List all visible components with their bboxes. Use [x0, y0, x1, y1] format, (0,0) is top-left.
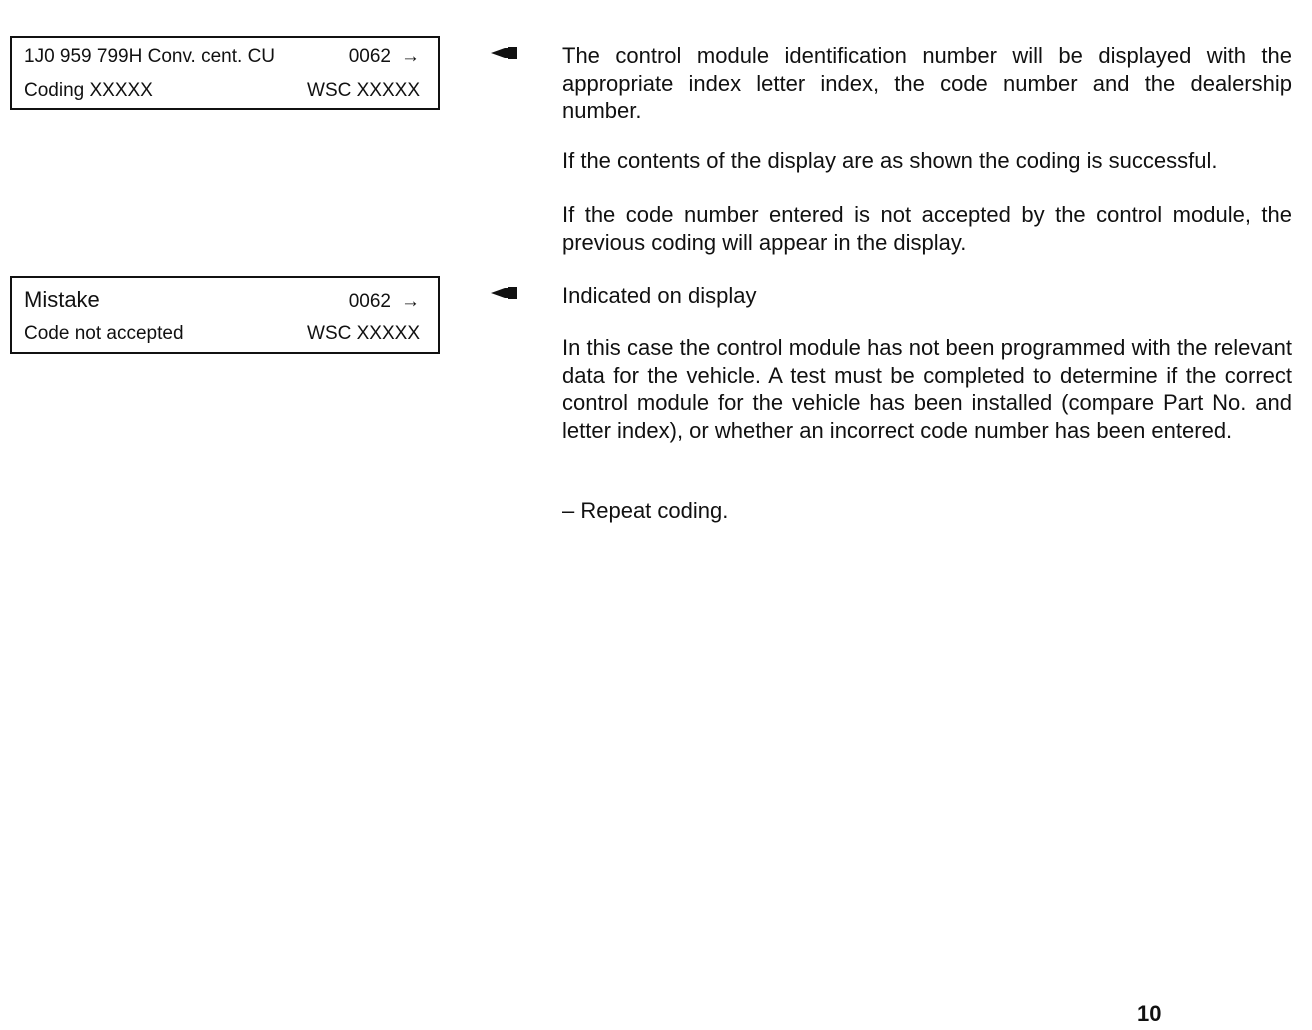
display-channel-number: 0062	[348, 46, 391, 67]
display-line-2	[24, 80, 420, 102]
paragraph-indicated: Indicated on display	[562, 283, 757, 308]
display-wsc-text: WSC XXXXX	[307, 80, 420, 101]
display-ident-text: 1J0 959 799H Conv. cent. CU	[24, 46, 276, 67]
display-coding-text: Coding XXXXX	[24, 80, 153, 101]
arrow-right-icon: →	[401, 46, 420, 67]
tester-display-mistake	[10, 276, 440, 354]
paragraph-explanation: In this case the control module has not been programmed with the relevant data for the vehicle. A test must be completed to determine if the correct control module for the vehicle has been installed (compare Part No. and letter index), or whether an incorrect code number has been entered.	[562, 335, 1292, 443]
arrow-right-icon: →	[401, 291, 420, 312]
paragraph-identification: The control module identification number will be displayed with the appropriate index letter index, the code number and the dealership number.	[562, 43, 1292, 123]
pointing-hand-icon	[491, 47, 517, 59]
display-mistake-text: Mistake	[24, 287, 100, 312]
paragraph-not-accepted: If the code number entered is not accepted by the control module, the previous coding will appear in the display.	[562, 202, 1292, 255]
display-error-text: Code not accepted	[24, 323, 184, 344]
display-channel-number: 0062	[348, 291, 391, 312]
tester-display-coding	[10, 36, 440, 110]
paragraph-success: If the contents of the display are as shown the coding is successful.	[562, 148, 1218, 173]
display-line-1	[24, 287, 420, 313]
display-line-2	[24, 323, 420, 345]
display-line-1	[24, 46, 420, 68]
page-number: 10	[1137, 1001, 1162, 1026]
display-wsc-text: WSC XXXXX	[307, 323, 420, 344]
step-repeat-coding: – Repeat coding.	[562, 498, 729, 523]
pointing-hand-icon	[491, 287, 517, 299]
